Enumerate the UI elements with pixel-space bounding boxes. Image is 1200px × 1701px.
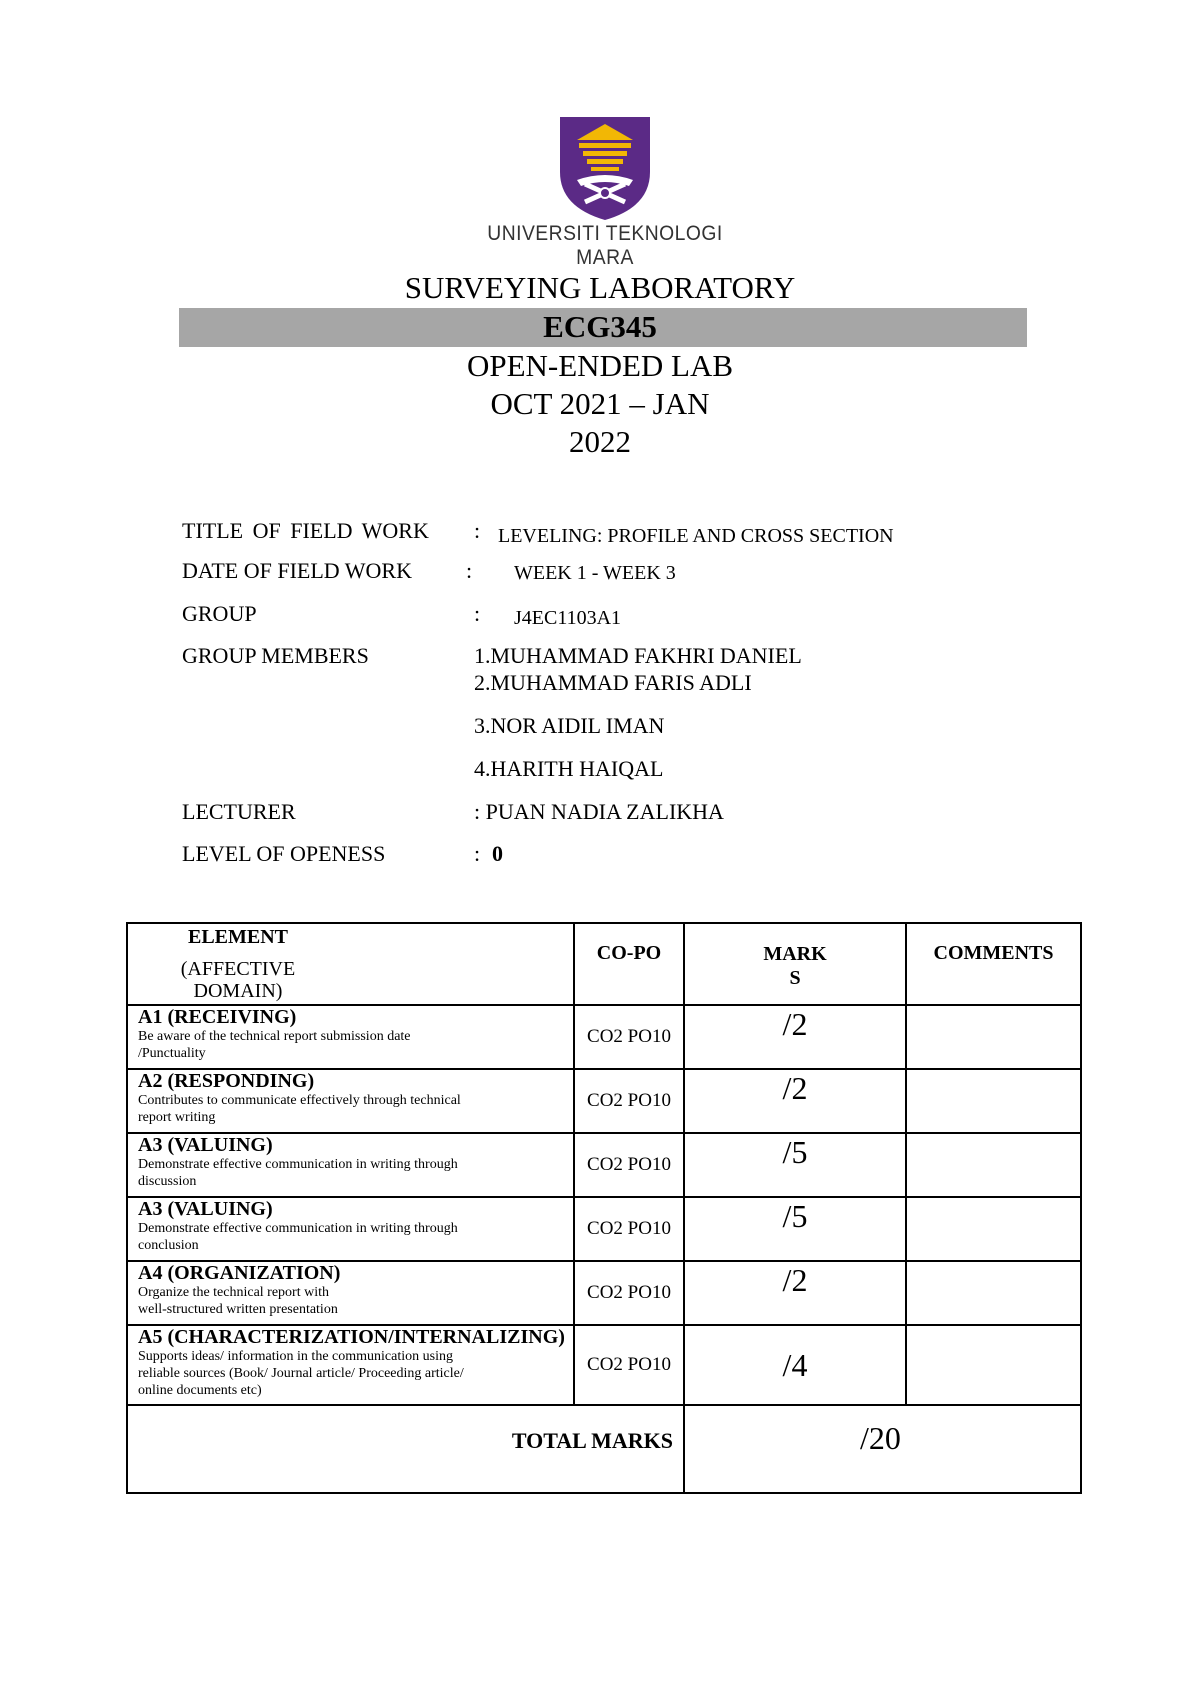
member-item: 3.NOR AIDIL IMAN bbox=[474, 713, 665, 738]
comment-cell[interactable] bbox=[906, 1261, 1081, 1325]
copo-cell: CO2 PO10 bbox=[574, 1133, 684, 1197]
mark-cell: /2 bbox=[684, 1069, 906, 1133]
session-line-1: OCT 2021 – JAN bbox=[490, 386, 710, 421]
lecturer-value: : PUAN NADIA ZALIKHA bbox=[474, 799, 724, 824]
table-row bbox=[127, 1069, 1081, 1133]
table-row bbox=[127, 1133, 1081, 1197]
total-value: /20 bbox=[684, 1405, 1081, 1493]
table-header-row bbox=[127, 923, 1081, 1005]
mark-cell: /4 bbox=[684, 1325, 906, 1405]
openess-colon: : bbox=[474, 841, 481, 866]
university-logo bbox=[555, 112, 655, 222]
title-value: LEVELING: PROFILE AND CROSS SECTION bbox=[498, 525, 894, 547]
title-colon: : bbox=[474, 518, 481, 543]
header-marks: MARK S bbox=[684, 923, 906, 1005]
copo-cell: CO2 PO10 bbox=[574, 1325, 684, 1405]
marks-table bbox=[126, 922, 1082, 1494]
total-row bbox=[127, 1405, 1081, 1493]
element-cell: A3 (VALUING) Demonstrate effective communication in writing through discussion bbox=[127, 1133, 574, 1197]
group-label: GROUP bbox=[182, 601, 257, 626]
element-cell: A2 (RESPONDING) Contributes to communicate effectively through technical report writing bbox=[127, 1069, 574, 1133]
member-item: 1.MUHAMMAD FAKHRI DANIEL bbox=[474, 643, 802, 668]
element-cell: A4 (ORGANIZATION) Organize the technical report with well-structured written presentation bbox=[127, 1261, 574, 1325]
table-row bbox=[127, 1261, 1081, 1325]
element-cell: A1 (RECEIVING) Be aware of the technical report submission date /Punctuality bbox=[127, 1005, 574, 1069]
openess-label: LEVEL OF OPENESS bbox=[182, 841, 386, 866]
comment-cell[interactable] bbox=[906, 1133, 1081, 1197]
comment-cell[interactable] bbox=[906, 1325, 1081, 1405]
mark-cell: /5 bbox=[684, 1133, 906, 1197]
session-line-2: 2022 bbox=[569, 424, 631, 459]
copo-cell: CO2 PO10 bbox=[574, 1005, 684, 1069]
lecturer-label: LECTURER bbox=[182, 799, 296, 824]
table-row bbox=[127, 1005, 1081, 1069]
copo-cell: CO2 PO10 bbox=[574, 1197, 684, 1261]
group-colon: : bbox=[474, 601, 481, 626]
mark-cell: /2 bbox=[684, 1005, 906, 1069]
title-label: TITLE OF FIELD WORK bbox=[182, 518, 429, 543]
copo-cell: CO2 PO10 bbox=[574, 1261, 684, 1325]
member-item: 2.MUHAMMAD FARIS ADLI bbox=[474, 670, 752, 695]
comment-cell[interactable] bbox=[906, 1069, 1081, 1133]
group-value: J4EC1103A1 bbox=[514, 607, 622, 629]
openess-value: 0 bbox=[492, 841, 503, 866]
date-label: DATE OF FIELD WORK bbox=[182, 558, 412, 583]
date-colon: : bbox=[466, 558, 473, 583]
table-row bbox=[127, 1197, 1081, 1261]
university-name: UNIVERSITI TEKNOLOGI MARA bbox=[487, 222, 723, 269]
mark-cell: /2 bbox=[684, 1261, 906, 1325]
table-row bbox=[127, 1325, 1081, 1405]
element-cell: A5 (CHARACTERIZATION/INTERNALIZING) Supports ideas/ information in the communication using reliable sources (Book/ Journal article/ Proceeding article/ online documents etc) bbox=[127, 1325, 574, 1405]
comment-cell[interactable] bbox=[906, 1197, 1081, 1261]
mark-cell: /5 bbox=[684, 1197, 906, 1261]
element-cell: A3 (VALUING) Demonstrate effective communication in writing through conclusion bbox=[127, 1197, 574, 1261]
lab-title: SURVEYING LABORATORY bbox=[404, 270, 796, 305]
member-item: 4.HARITH HAIQAL bbox=[474, 756, 664, 781]
header-copo: CO-PO bbox=[574, 923, 684, 1005]
header-element: ELEMENT (AFFECTIVE DOMAIN) bbox=[127, 923, 574, 1005]
copo-cell: CO2 PO10 bbox=[574, 1069, 684, 1133]
comment-cell[interactable] bbox=[906, 1005, 1081, 1069]
course-code: ECG345 bbox=[543, 309, 657, 344]
total-label: TOTAL MARKS bbox=[127, 1405, 684, 1493]
date-value: WEEK 1 - WEEK 3 bbox=[514, 562, 676, 584]
lab-type: OPEN-ENDED LAB bbox=[466, 348, 734, 383]
header-comments: COMMENTS bbox=[906, 923, 1081, 1005]
members-label: GROUP MEMBERS bbox=[182, 643, 369, 668]
